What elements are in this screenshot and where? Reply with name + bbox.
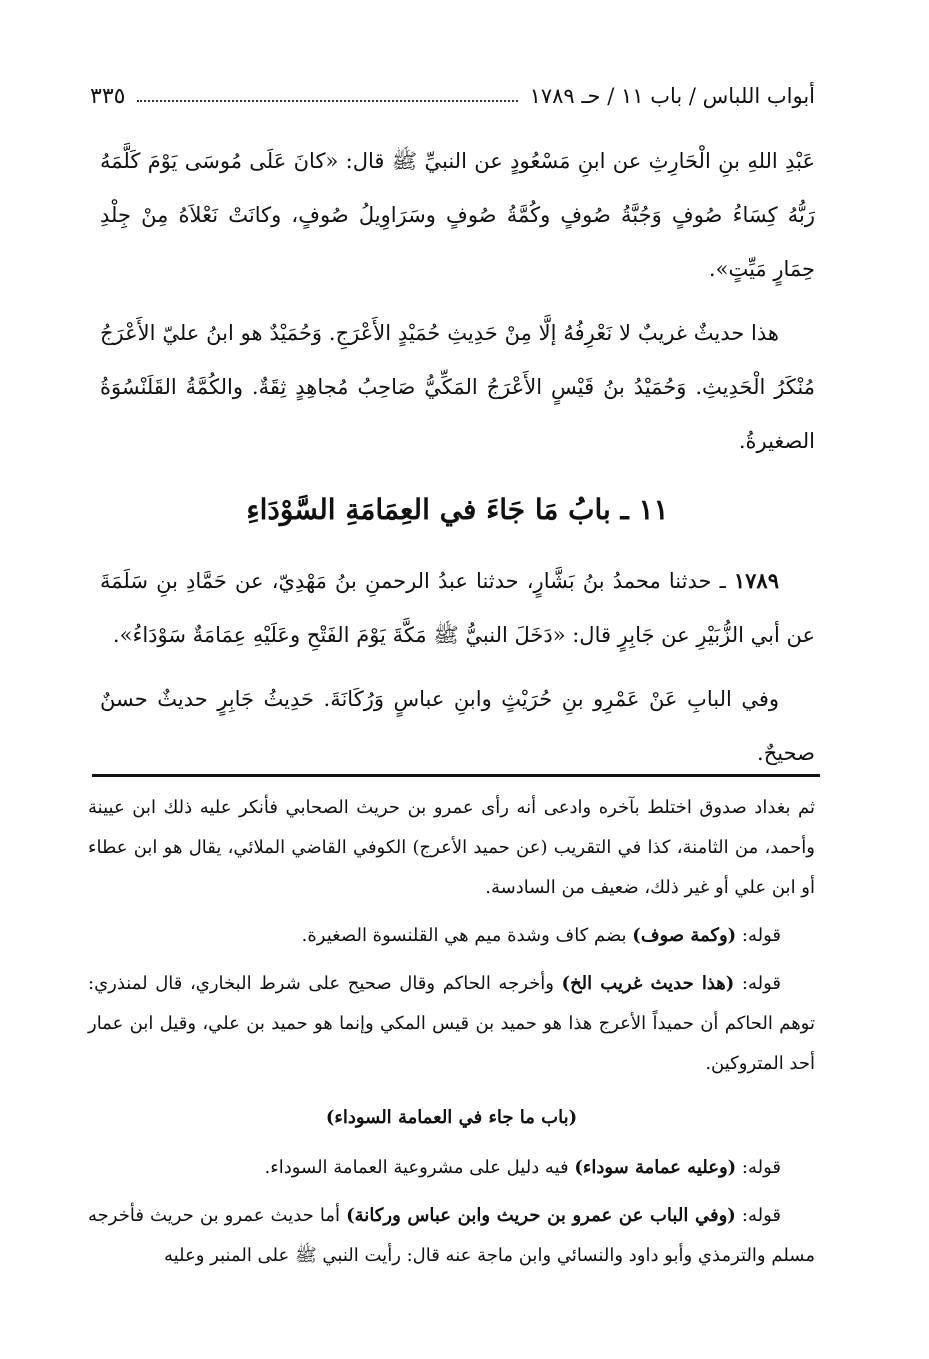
paragraph-hadith xyxy=(100,554,815,662)
paragraph-chapter-note: وفي البابِ عَنْ عَمْرِو بنِ حُرَيْثٍ وابنِ عباسٍ وَرُكَانَةَ. حَدِيثُ جَابِرٍ حديثٌ حسنٌ صحيحٌ. xyxy=(100,687,815,765)
footnote-2-text: بضم كاف وشدة ميم هي القلنسوة الصغيرة. xyxy=(301,925,633,946)
header-title: أبواب اللباس / باب ١١ / حـ ١٧٨٩ xyxy=(529,84,815,108)
footnote-3 xyxy=(88,964,815,1084)
footnote-5-text: أما حديث عمرو بن حريث فأخرجه مسلم والترمذي وأبو داود والنسائي وابن ماجة عنه قال: رأيت النبي ﷺ على المنبر وعليه xyxy=(88,1205,815,1266)
header-dot-leader xyxy=(137,90,517,102)
chapter-heading: ١١ ـ بابُ مَا جَاءَ في العِمَامَةِ السَّوْدَاءِ xyxy=(246,493,669,526)
footnotes xyxy=(88,788,815,1284)
footnote-4-text: فيه دليل على مشروعية العمامة السوداء. xyxy=(264,1157,575,1178)
footnote-4-prefix: قوله: xyxy=(736,1157,781,1178)
footnote-3-prefix: قوله: xyxy=(734,973,782,994)
footnote-3-lemma: (هذا حديث غريب الخ) xyxy=(561,973,735,994)
footnote-2-lemma: (وكمة صوف) xyxy=(632,925,737,946)
running-header xyxy=(90,76,815,116)
footnote-3-text: وأخرجه الحاكم وقال صحيح على شرط البخاري، قال لمنذري: توهم الحاكم أن حميداً الأعرج هذا هو حميد بن قيس المكي وإنما هو حميد بن علي، وقيل ابن عمار أحد المتروكين. xyxy=(88,973,815,1074)
footnote-5 xyxy=(88,1196,815,1276)
hadith-number: ١٧٨٩ xyxy=(733,568,779,593)
footnote-4-lemma: (وعليه عمامة سوداء) xyxy=(574,1157,737,1178)
hadith-text: ـ حدثنا محمدُ بنُ بَشَّارٍ، حدثنا عبدُ الرحمنِ بنُ مَهْدِيّ، عن حَمَّادِ بنِ سَلَمَةَ عن أبي الزُّبَيْرِ عن جَابِرٍ قال: «دَخَلَ النبيُّ ﷺ مَكَّةَ يَوْمَ الفَتْحِ وعَلَيْهِ عِمَامَةٌ سَوْدَاءُ». xyxy=(100,569,815,647)
footnote-5-prefix: قوله: xyxy=(735,1205,781,1226)
paragraph-commentary: هذا حديثٌ غريبٌ لا نَعْرِفُهُ إلَّا مِنْ حَدِيثِ حُمَيْدٍ الأَعْرَجِ. وَحُمَيْدٌ هو ابنُ عليّ الأَعْرَجُ مُنْكَرُ الْحَدِيثِ. وَحُمَيْدُ بنُ قَيْسٍ الأَعْرَجُ المَكِّيُّ صَاحِبُ مُجاهِدٍ ثِقَةٌ. والكُمَّةُ القَلَنْسُوَةُ الصغيرةُ. xyxy=(100,321,815,453)
footnote-heading: (باب ما جاء في العمامة السوداء) xyxy=(325,1107,578,1128)
main-text xyxy=(100,134,815,790)
paragraph-hadith-continuation: عَبْدِ اللهِ بنِ الْحَارِثِ عن ابنِ مَسْعُودٍ عن النبيِّ ﷺ قال: «كانَ عَلَى مُوسَى يَوْمَ كَلَّمَهُ رَبُّهُ كِسَاءُ صُوفٍ وَجُبَّةُ صُوفٍ وكُمَّةُ صُوفٍ وسَرَاوِيلُ صُوفٍ، وكانَتْ نَعْلاَهُ مِنْ جِلْدِ حِمَارٍ مَيِّتٍ». xyxy=(100,149,815,281)
footnote-1: ثم بغداد صدوق اختلط بآخره وادعى أنه رأى عمرو بن حريث الصحابي فأنكر عليه ذلك ابن عيينة وأحمد، من الثامنة، كذا في التقريب (عن حميد الأعرج) الكوفي القاضي الملائي، يقال هو ابن عطاء أو ابن علي أو غير ذلك، ضعيف من السادسة. xyxy=(88,797,815,898)
page-number: ٣٣٥ xyxy=(90,83,126,109)
footnote-2-prefix: قوله: xyxy=(736,925,781,946)
footnote-2 xyxy=(88,916,815,956)
footnote-4 xyxy=(88,1148,815,1188)
footnote-separator xyxy=(92,774,820,777)
footnote-5-lemma: (وفي الباب عن عمرو بن حريث وابن عباس وركانة) xyxy=(346,1205,736,1226)
